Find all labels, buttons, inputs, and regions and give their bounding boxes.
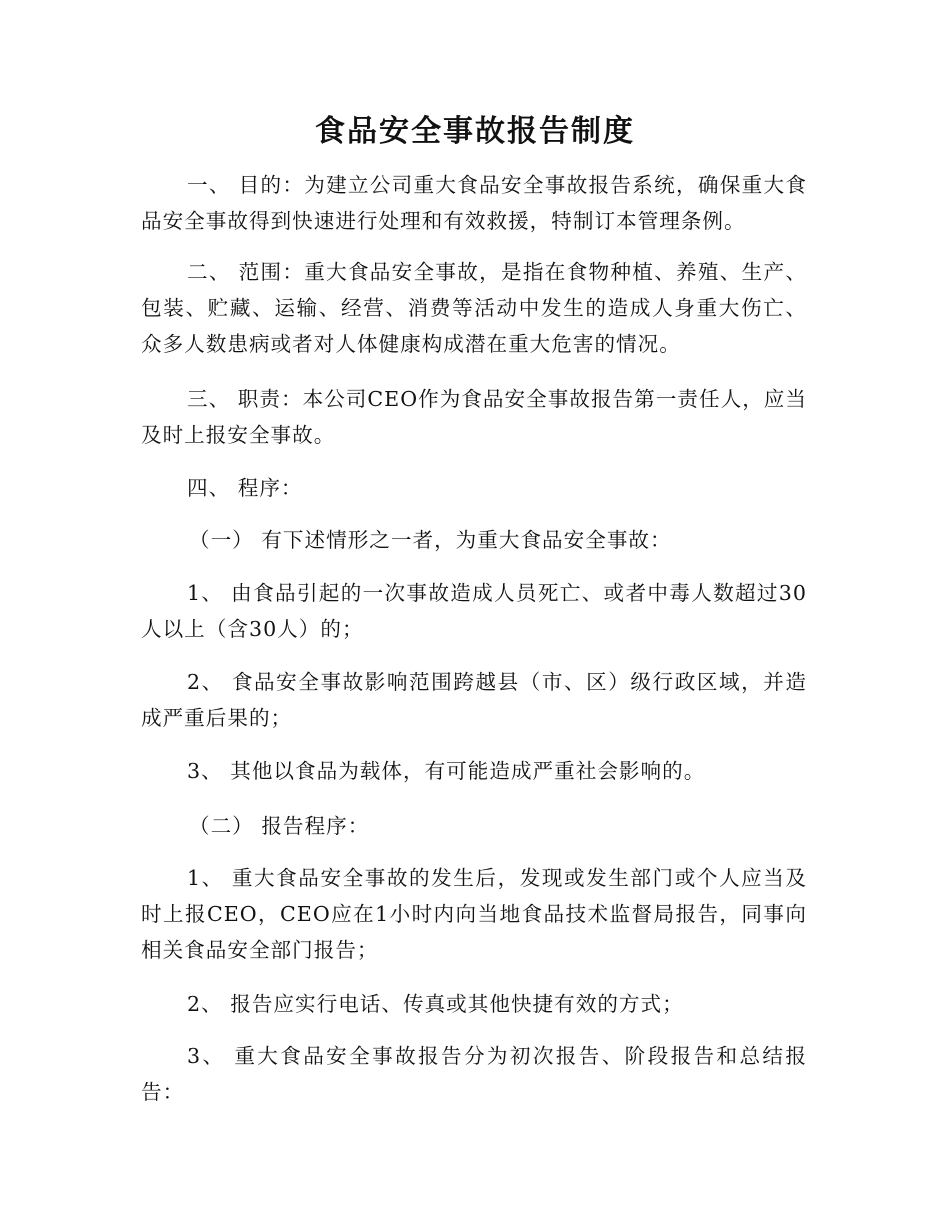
document-title: 食品安全事故报告制度 <box>315 114 635 149</box>
paragraph-responsibility: 三、 职责：本公司CEO作为食品安全事故报告第一责任人，应当及时上报安全事故。 <box>141 387 807 447</box>
paragraph-procedure: 四、 程序： <box>187 476 303 500</box>
paragraph-item-2-1: 1、 重大食品安全事故的发生后，发现或发生部门或个人应当及时上报CEO，CEO应在1小时内向当地食品技术监督局报告，同事向相关食品安全部门报告； <box>141 866 807 962</box>
paragraph-section-1: （一） 有下述情形之一者，为重大食品安全事故： <box>189 528 672 552</box>
paragraph-section-2: （二） 报告程序： <box>189 814 370 838</box>
paragraph-item-1-1: 1、 由食品引起的一次事故造成人员死亡、或者中毒人数超过30人以上（含30人）的； <box>141 581 807 641</box>
paragraph-item-2-3: 3、 重大食品安全事故报告分为初次报告、阶段报告和总结报告： <box>141 1044 807 1104</box>
paragraph-item-1-2: 2、 食品安全事故影响范围跨越县（市、区）级行政区域，并造成严重后果的； <box>141 670 807 730</box>
paragraph-scope: 二、 范围：重大食品安全事故，是指在食物种植、养殖、生产、包装、贮藏、运输、经营、消费等活动中发生的造成人身重大伤亡、众多人数患病或者对人体健康构成潜在重大危害的情况。 <box>141 260 807 356</box>
paragraph-item-2-2: 2、 报告应实行电话、传真或其他快捷有效的方式； <box>187 992 684 1016</box>
paragraph-purpose: 一、 目的：为建立公司重大食品安全事故报告系统，确保重大食品安全事故得到快速进行处理和有效救援，特制订本管理条例。 <box>141 173 807 233</box>
paragraph-item-1-3: 3、 其他以食品为载体，有可能造成严重社会影响的。 <box>187 759 706 783</box>
